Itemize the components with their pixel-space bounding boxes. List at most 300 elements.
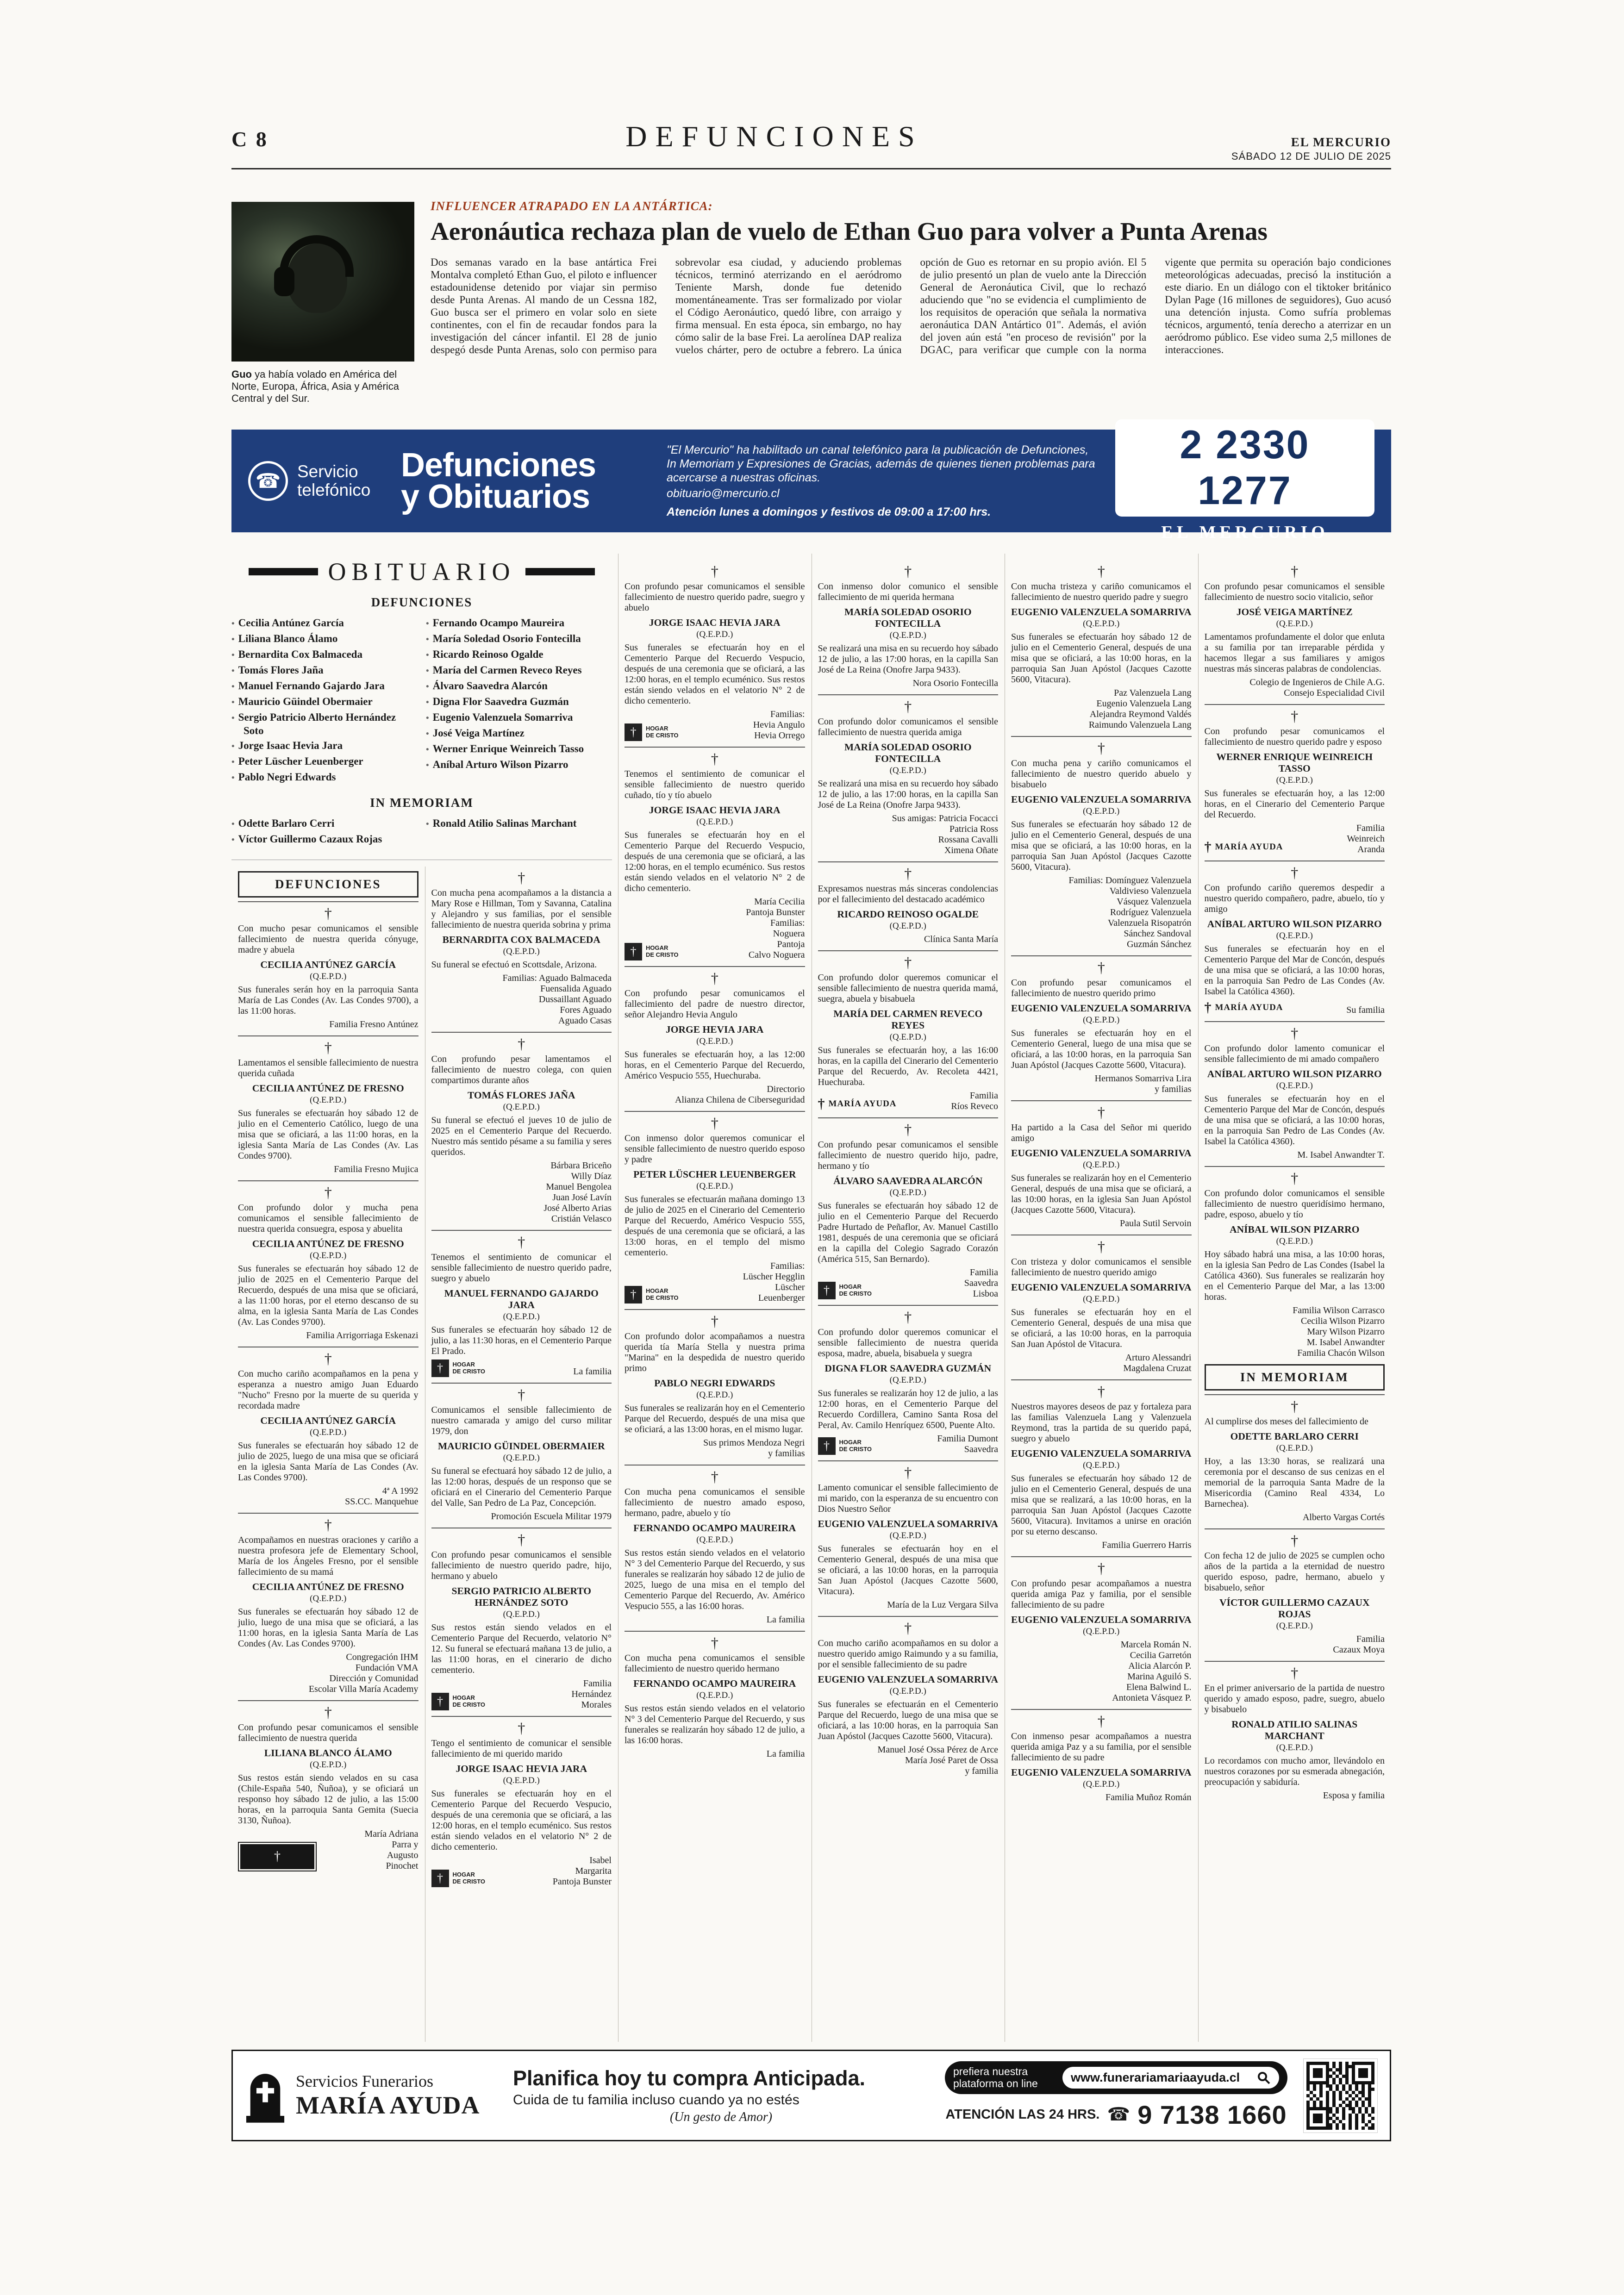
cross-logo-icon: † bbox=[625, 943, 642, 960]
qr-module bbox=[1316, 2091, 1319, 2094]
deceased-name: SERGIO PATRICIO ALBERTO HERNÁNDEZ SOTO bbox=[451, 1585, 591, 1608]
qr-module bbox=[1345, 2088, 1349, 2091]
notice-intro: Con mucha pena comunicamos el sensible fallecimiento de nuestro amado esposo, hermano, padre, abuelo y tío bbox=[625, 1487, 805, 1518]
signature-line: Magdalena Cruzat bbox=[1123, 1363, 1192, 1373]
qr-module bbox=[1326, 2127, 1329, 2130]
qepd-label: (Q.E.P.D.) bbox=[1083, 619, 1120, 629]
qr-module bbox=[1326, 2065, 1329, 2068]
qr-module bbox=[1342, 2117, 1345, 2120]
cross-icon: † bbox=[238, 901, 418, 921]
qr-module bbox=[1319, 2068, 1323, 2071]
signature-line: Lüscher bbox=[775, 1282, 805, 1292]
deceased-name: DIGNA FLOR SAAVEDRA GUZMÁN bbox=[824, 1363, 992, 1374]
signature-line: José Alberto Arias bbox=[543, 1203, 612, 1213]
qr-module bbox=[1306, 2097, 1310, 2101]
qr-module bbox=[1339, 2117, 1342, 2120]
obituary-notice bbox=[625, 1465, 805, 1625]
index-name: • Víctor Guillermo Cazaux Rojas bbox=[231, 833, 382, 845]
qr-module bbox=[1323, 2110, 1326, 2114]
qr-module bbox=[1310, 2081, 1313, 2084]
qr-module bbox=[1326, 2062, 1329, 2065]
notice-details: Sus funerales se efectuarán hoy, a las 12:00 horas, en el Cinerario del Cementerio Parque del Recuerdo. bbox=[1204, 788, 1385, 820]
deceased-name: MANUEL FERNANDO GAJARDO JARA bbox=[444, 1288, 599, 1310]
notice-signature bbox=[746, 897, 805, 960]
qr-module bbox=[1319, 2123, 1323, 2127]
qepd-label: (Q.E.P.D.) bbox=[889, 630, 926, 640]
qr-module bbox=[1310, 2075, 1313, 2078]
qr-module bbox=[1326, 2078, 1329, 2081]
qr-module bbox=[1332, 2127, 1336, 2130]
signature-line: Manuel Bengolea bbox=[546, 1182, 612, 1192]
qr-module bbox=[1358, 2114, 1362, 2117]
section-title: DEFUNCIONES bbox=[625, 120, 923, 153]
ad-phone-row bbox=[945, 2100, 1287, 2130]
obituaries-region bbox=[231, 554, 1391, 2042]
qr-module bbox=[1368, 2071, 1371, 2075]
caption-text: ya había volado en América del Norte, Europa, África, Asia y América Central y del Sur. bbox=[231, 368, 399, 404]
hogar-de-cristo-logo: † HOGAR DE CRISTO bbox=[431, 1870, 486, 1887]
banner-brand: EL MERCURIO bbox=[1161, 523, 1329, 542]
cross-icon: † bbox=[238, 1700, 418, 1720]
obituary-notice bbox=[1011, 955, 1192, 1095]
notice-intro: Lamentamos el sensible fallecimiento de nuestra querida cuñada bbox=[238, 1058, 418, 1079]
qr-module bbox=[1313, 2075, 1316, 2078]
bullet-icon: • bbox=[231, 682, 235, 692]
qepd-label: (Q.E.P.D.) bbox=[696, 1690, 733, 1700]
cross-icon: † bbox=[431, 1230, 612, 1249]
qr-module bbox=[1313, 2081, 1316, 2084]
notice-intro: Tenemos el sentimiento de comunicar el sensible fallecimiento de nuestro querido padre, suegro y abuelo bbox=[431, 1252, 612, 1284]
notice-details: Lamentamos profundamente el dolor que enluta a su familia por tan irreparable pérdida y hacemos llegar a sus familiares y amigos nuestras más sinceras palabras de condolencias. bbox=[1204, 632, 1385, 674]
qr-module bbox=[1355, 2084, 1358, 2088]
obituary-notice bbox=[431, 1032, 612, 1224]
article-kicker: INFLUENCER ATRAPADO EN LA ANTÁRTICA: bbox=[431, 199, 713, 213]
qr-module bbox=[1323, 2117, 1326, 2120]
signature-line: M. Isabel Anwandter bbox=[1306, 1337, 1385, 1347]
notice-details: Sus funerales se efectuarán hoy en el Cementerio Parque del Mar de Concón, después de una misa que se oficiará, a las 10:00 horas, en la parroquia San Pedro de Las Condes (Av. Isabel la Católica 4360). bbox=[1204, 1094, 1385, 1147]
qr-module bbox=[1310, 2097, 1313, 2101]
cross-icon: † bbox=[818, 1305, 999, 1324]
qr-module bbox=[1329, 2107, 1332, 2110]
qr-module bbox=[1365, 2068, 1368, 2071]
notice-intro: Con profundo pesar comunicamos el fallecimiento del padre de nuestro director, señor Alejandro Hevia Angulo bbox=[625, 988, 805, 1020]
qr-module bbox=[1358, 2097, 1362, 2101]
signature-line: Familia Wilson Carrasco bbox=[1293, 1305, 1385, 1316]
signature-line: Alicia Alarcón P. bbox=[1128, 1661, 1192, 1671]
notice-intro: Con profundo pesar comunicamos el fallecimiento de nuestro querido padre y esposo bbox=[1204, 726, 1385, 747]
cross-icon: † bbox=[431, 1528, 612, 1547]
cross-icon: † bbox=[818, 694, 999, 714]
qr-module bbox=[1342, 2123, 1345, 2127]
qr-module bbox=[1326, 2114, 1329, 2117]
hogar-de-cristo-logo: † HOGAR DE CRISTO bbox=[625, 943, 679, 960]
qr-module bbox=[1313, 2068, 1316, 2071]
signature-line: Guzmán Sánchez bbox=[1127, 939, 1192, 949]
cross-icon: † bbox=[625, 966, 805, 985]
qr-module bbox=[1352, 2101, 1355, 2104]
qr-module bbox=[1332, 2065, 1336, 2068]
qr-module bbox=[1329, 2097, 1332, 2101]
qr-module bbox=[1310, 2104, 1313, 2107]
qr-module bbox=[1306, 2081, 1310, 2084]
qr-module bbox=[1345, 2081, 1349, 2084]
qr-module bbox=[1339, 2127, 1342, 2130]
obituary-column-4 bbox=[812, 554, 1005, 2042]
bullet-icon: • bbox=[426, 761, 429, 770]
qr-module bbox=[1368, 2075, 1371, 2078]
qr-module bbox=[1342, 2062, 1345, 2065]
qr-module bbox=[1326, 2104, 1329, 2107]
deceased-name: ODETTE BARLARO CERRI bbox=[1230, 1431, 1359, 1442]
notice-intro: Con profundo dolor lamento comunicar el sensible fallecimiento de mi amado compañero bbox=[1204, 1043, 1385, 1064]
notice-intro: Con fecha 12 de julio de 2025 se cumplen ocho años de la partida a la eternidad de nuestro querido esposo, padre, hermano, abuelo y bisabuelo, señor bbox=[1204, 1551, 1385, 1593]
qr-module bbox=[1345, 2075, 1349, 2078]
cross-icon: † bbox=[1011, 1556, 1192, 1576]
qr-module bbox=[1355, 2088, 1358, 2091]
notice-details: Sus funerales se efectuarán hoy sábado 12 de julio en el Cementerio General, después de una misa que se oficiará, a las 10:00 horas, en la parroquia San Juan Apóstol (Jacques Cazotte 5600, Vitacura). bbox=[1011, 819, 1192, 872]
qr-module bbox=[1342, 2127, 1345, 2130]
qr-module bbox=[1355, 2097, 1358, 2101]
notice-details: Sus funerales se efectuarán hoy, a las 16:00 horas, en la capilla del Cinerario del Cementerio Parque del Recuerdo, Av. Recoleta 4421, Huechuraba. bbox=[818, 1045, 998, 1087]
notice-intro: Con profundo pesar lamentamos el fallecimiento de nuestro colega, con quien compartimos durante años bbox=[431, 1054, 612, 1085]
qr-module bbox=[1329, 2114, 1332, 2117]
signature-line: Familias: bbox=[770, 1261, 805, 1271]
qr-module bbox=[1365, 2117, 1368, 2120]
url-text: www.funerariamariaayuda.cl bbox=[1071, 2070, 1240, 2084]
qepd-label: (Q.E.P.D.) bbox=[1276, 1236, 1313, 1246]
notice-intro: Con profundo dolor comunicamos el sensible fallecimiento de nuestra querida amiga bbox=[818, 717, 998, 737]
signature-line: Familia bbox=[969, 1267, 998, 1278]
bullet-icon: • bbox=[426, 619, 429, 629]
in-memoriam-list-left bbox=[231, 815, 418, 848]
cross-logo-icon: † bbox=[818, 1437, 836, 1455]
qr-module bbox=[1313, 2065, 1316, 2068]
qr-module bbox=[1332, 2104, 1336, 2107]
qr-module bbox=[1368, 2084, 1371, 2088]
qr-module bbox=[1323, 2065, 1326, 2068]
qr-module bbox=[1323, 2107, 1326, 2110]
qr-module bbox=[1362, 2101, 1365, 2104]
qr-module bbox=[1342, 2091, 1345, 2094]
qr-module bbox=[1323, 2088, 1326, 2091]
qr-module bbox=[1349, 2071, 1352, 2075]
notice-signature bbox=[1102, 1540, 1191, 1551]
bullet-icon: • bbox=[426, 729, 429, 739]
qr-module bbox=[1349, 2075, 1352, 2078]
obituary-notice bbox=[431, 867, 612, 1026]
obituary-notice bbox=[1011, 736, 1192, 950]
obituary-service-banner bbox=[231, 423, 1391, 542]
qr-module bbox=[1323, 2068, 1326, 2071]
signature-line: La familia bbox=[766, 1749, 805, 1759]
signature-line: Escolar Villa María Academy bbox=[308, 1684, 418, 1694]
qr-module bbox=[1310, 2088, 1313, 2091]
bullet-icon: • bbox=[426, 819, 429, 829]
qr-module bbox=[1349, 2091, 1352, 2094]
qepd-label: (Q.E.P.D.) bbox=[1083, 1015, 1120, 1025]
qr-module bbox=[1339, 2068, 1342, 2071]
notice-intro: Con profundo pesar acompañamos a nuestra querida amiga Paz y familia, por el sensible fallecimiento de su padre bbox=[1011, 1578, 1192, 1610]
platform-label: prefiera nuestra plataforma on line bbox=[953, 2065, 1038, 2089]
obituary-notice bbox=[238, 1035, 418, 1175]
signature-line: Cazaux Moya bbox=[1333, 1645, 1385, 1655]
index-name: • Digna Flor Saavedra Guzmán bbox=[426, 696, 569, 707]
deceased-name: MAURICIO GÜINDEL OBERMAIER bbox=[437, 1441, 605, 1452]
hogar-de-cristo-logo: † HOGAR DE CRISTO bbox=[625, 1286, 679, 1303]
notice-intro: Con profundo cariño queremos despedir a nuestro querido compañero, padre, abuelo, tío y amigo bbox=[1204, 883, 1385, 914]
defunciones-index-lists bbox=[231, 614, 612, 786]
qr-module bbox=[1310, 2127, 1313, 2130]
header-rule bbox=[231, 168, 1391, 169]
signature-line: Pinochet bbox=[386, 1861, 418, 1871]
qr-module bbox=[1349, 2062, 1352, 2065]
qr-module bbox=[1345, 2091, 1349, 2094]
qr-module bbox=[1365, 2075, 1368, 2078]
qr-module bbox=[1362, 2088, 1365, 2091]
qr-module bbox=[1355, 2114, 1358, 2117]
index-name: • Cecilia Antúnez García bbox=[231, 617, 344, 629]
qr-module bbox=[1310, 2114, 1313, 2117]
notice-signature bbox=[329, 1019, 418, 1030]
qr-module bbox=[1352, 2075, 1355, 2078]
column-header-box: DEFUNCIONES bbox=[238, 871, 418, 898]
qr-module bbox=[1345, 2101, 1349, 2104]
qr-module bbox=[1362, 2120, 1365, 2123]
cross-icon: † bbox=[1205, 861, 1385, 880]
cross-icon: † bbox=[238, 1513, 418, 1532]
qr-module bbox=[1352, 2120, 1355, 2123]
obituary-notice bbox=[1205, 1528, 1385, 1655]
qr-module bbox=[1349, 2078, 1352, 2081]
bullet-icon: • bbox=[231, 742, 235, 751]
advertiser-tagline: Servicios Funerarios bbox=[296, 2072, 433, 2090]
qr-module bbox=[1316, 2088, 1319, 2091]
obituary-notice bbox=[1011, 1379, 1192, 1551]
qr-module bbox=[1306, 2071, 1310, 2075]
qr-module bbox=[1352, 2078, 1355, 2081]
qr-module bbox=[1313, 2101, 1316, 2104]
notice-signature bbox=[887, 1600, 998, 1610]
banner-title-top: Defunciones bbox=[401, 446, 596, 484]
qepd-label: (Q.E.P.D.) bbox=[1083, 1627, 1120, 1636]
qr-module bbox=[1310, 2071, 1313, 2075]
qr-module bbox=[1329, 2088, 1332, 2091]
notice-intro: Con profundo pesar comunicamos el fallecimiento de nuestro querido primo bbox=[1011, 978, 1192, 998]
notice-intro: Con profundo pesar comunicamos el sensible fallecimiento de nuestro querido padre, suegro y abuelo bbox=[625, 581, 805, 613]
qepd-label: (Q.E.P.D.) bbox=[503, 947, 540, 956]
cross-icon: † bbox=[518, 869, 525, 886]
qepd-label: (Q.E.P.D.) bbox=[1083, 1160, 1120, 1170]
qr-module bbox=[1336, 2071, 1339, 2075]
title-bar-right bbox=[525, 568, 595, 575]
notice-signature bbox=[543, 1160, 612, 1224]
cross-icon: † bbox=[1205, 704, 1385, 723]
qr-module bbox=[1329, 2065, 1332, 2068]
qr-module bbox=[1339, 2065, 1342, 2068]
qr-module bbox=[1326, 2097, 1329, 2101]
notice-intro: Tengo el sentimiento de comunicar el sensible fallecimiento de mi querido marido bbox=[431, 1738, 612, 1759]
deceased-name: ANÍBAL ARTURO WILSON PIZARRO bbox=[1207, 1068, 1382, 1079]
title-bar-left bbox=[249, 568, 318, 575]
notice-intro: Con tristeza y dolor comunicamos el sensible fallecimiento de nuestro querido amigo bbox=[1011, 1257, 1192, 1278]
qr-module bbox=[1339, 2078, 1342, 2081]
notice-signature bbox=[1112, 1640, 1191, 1703]
cross-icon: † bbox=[1205, 1394, 1385, 1414]
deceased-name: EUGENIO VALENZUELA SOMARRIVA bbox=[1011, 1767, 1192, 1778]
deceased-name: CECILIA ANTÚNEZ DE FRESNO bbox=[252, 1238, 404, 1249]
ad-contact-block bbox=[945, 2061, 1287, 2130]
qr-module bbox=[1368, 2068, 1371, 2071]
qr-module bbox=[1319, 2081, 1323, 2084]
signature-line: Aranda bbox=[1357, 844, 1385, 854]
deceased-name: BERNARDITA COX BALMACEDA bbox=[442, 934, 600, 945]
qr-module bbox=[1368, 2065, 1371, 2068]
notice-intro: Con profundo pesar comunicamos el sensible fallecimiento de nuestro querido padre, hijo, hermano y abuelo bbox=[431, 1550, 612, 1581]
notice-intro: Con mucho pesar comunicamos el sensible fallecimiento de nuestra querida cónyuge, madre y abuela bbox=[238, 923, 418, 955]
ad-message bbox=[513, 2066, 929, 2125]
qr-module bbox=[1336, 2107, 1339, 2110]
qr-module bbox=[1339, 2120, 1342, 2123]
qepd-label: (Q.E.P.D.) bbox=[889, 921, 926, 931]
qr-module bbox=[1345, 2078, 1349, 2081]
notice-intro: Acompañamos en nuestras oraciones y cariño a nuestra profesora jefe de Elementary School, María de los Ángeles Fresno, por el sensible fallecimiento de su mamá bbox=[238, 1535, 418, 1577]
index-name: • Liliana Blanco Álamo bbox=[231, 633, 338, 644]
notice-signature bbox=[1297, 1150, 1385, 1160]
headset-earcup-shape bbox=[274, 267, 294, 296]
qr-module bbox=[1371, 2097, 1374, 2101]
qepd-label: (Q.E.P.D.) bbox=[310, 1760, 347, 1770]
qr-module bbox=[1310, 2065, 1313, 2068]
signature-line: La familia bbox=[573, 1366, 612, 1377]
qr-module bbox=[1349, 2068, 1352, 2071]
qr-module bbox=[1345, 2117, 1349, 2120]
qr-module bbox=[1336, 2081, 1339, 2084]
qr-module bbox=[1306, 2075, 1310, 2078]
qr-module bbox=[1352, 2097, 1355, 2101]
cross-icon: † bbox=[1011, 1100, 1192, 1120]
signature-line: Paz Valenzuela Lang bbox=[1114, 688, 1192, 698]
qr-module bbox=[1362, 2114, 1365, 2117]
notice-details: Sus funerales se efectuarán en el Cementerio Parque del Recuerdo, luego de una misa que se oficiará, a las 10:00 horas, en la parroquia San Juan Apóstol (Jacques Cazotte 5600, Vitacura). bbox=[818, 1699, 998, 1741]
signature-line: y familia bbox=[965, 1766, 998, 1776]
ad-slogan: (Un gesto de Amor) bbox=[669, 2110, 773, 2124]
qr-module bbox=[1339, 2091, 1342, 2094]
cross-icon: † bbox=[431, 1716, 612, 1735]
qr-module bbox=[1365, 2107, 1368, 2110]
cross-icon: † bbox=[818, 950, 999, 970]
deceased-name: EUGENIO VALENZUELA SOMARRIVA bbox=[818, 1674, 998, 1685]
qr-module bbox=[1332, 2107, 1336, 2110]
qr-module bbox=[1306, 2110, 1310, 2114]
cross-icon: † bbox=[1097, 563, 1105, 580]
qr-module bbox=[1371, 2088, 1374, 2091]
signature-line: Familias: bbox=[770, 709, 805, 719]
qr-module bbox=[1332, 2091, 1336, 2094]
qr-module bbox=[1319, 2062, 1323, 2065]
signature-line: Fuensalida Aguado bbox=[540, 984, 612, 994]
qr-module bbox=[1345, 2094, 1349, 2097]
qr-module bbox=[1368, 2104, 1371, 2107]
qr-module bbox=[1313, 2084, 1316, 2088]
obituary-notice bbox=[431, 1528, 612, 1710]
qr-module bbox=[1329, 2127, 1332, 2130]
qr-module bbox=[1319, 2101, 1323, 2104]
notice-details: Sus funerales se efectuarán hoy, a las 12:00 horas, en el Cementerio Parque del Recuerdo, Américo Vespucio 555, Huechuraba. bbox=[625, 1049, 805, 1081]
notice-signature bbox=[1346, 1005, 1385, 1016]
qr-module bbox=[1352, 2104, 1355, 2107]
notice-signature bbox=[951, 1091, 998, 1112]
signature-line: Clínica Santa María bbox=[924, 934, 998, 944]
signature-line: Sánchez Sandoval bbox=[1124, 929, 1192, 939]
qepd-label: (Q.E.P.D.) bbox=[1083, 1294, 1120, 1304]
in-memoriam-list-right bbox=[426, 815, 612, 848]
qr-module bbox=[1326, 2075, 1329, 2078]
notice-details: Hoy, a las 13:30 horas, se realizará una ceremonia por el descanso de sus cenizas en el memorial de la parroquia Santa Madre de la Misericordia (Camino Real 4334, Lo Barnechea). bbox=[1204, 1456, 1385, 1509]
qr-module bbox=[1319, 2127, 1323, 2130]
deceased-name: EUGENIO VALENZUELA SOMARRIVA bbox=[818, 1518, 998, 1529]
qr-module bbox=[1371, 2123, 1374, 2127]
notice-details: Sus funerales se efectuarán hoy sábado 12 de julio, a las 11:30 horas, en el Cementerio Parque El Prado. bbox=[431, 1325, 612, 1356]
qr-module bbox=[1306, 2084, 1310, 2088]
obituary-notice bbox=[238, 1347, 418, 1507]
signature-line: Colegio de Ingenieros de Chile A.G. bbox=[1249, 677, 1385, 687]
tombstone-icon bbox=[245, 2068, 286, 2123]
signature-line: Alianza Chilena de Ciberseguridad bbox=[675, 1095, 805, 1105]
cross-logo-icon: † bbox=[431, 1870, 449, 1887]
qr-module bbox=[1339, 2107, 1342, 2110]
notice-intro: Expresamos nuestras más sinceras condolencias por el fallecimiento del destacado académico bbox=[818, 884, 998, 904]
qr-module bbox=[1371, 2091, 1374, 2094]
obituary-notice bbox=[238, 1700, 418, 1871]
cross-logo-icon: † bbox=[818, 1282, 836, 1299]
obituary-notice bbox=[625, 560, 805, 741]
qr-module bbox=[1362, 2107, 1365, 2110]
qr-code bbox=[1303, 2058, 1378, 2133]
qr-module bbox=[1310, 2062, 1313, 2065]
obituary-notice bbox=[818, 950, 999, 1112]
cross-icon: † bbox=[1011, 955, 1192, 975]
notice-details: Su funeral se efectuó en Scottsdale, Arizona. bbox=[431, 960, 597, 970]
qr-module bbox=[1342, 2075, 1345, 2078]
obituary-notice bbox=[431, 1383, 612, 1522]
qr-module bbox=[1339, 2104, 1342, 2107]
notice-intro: Con profundo dolor y mucha pena comunicamos el sensible fallecimiento de nuestra querida consuegra, esposa y abuelita bbox=[238, 1203, 418, 1234]
qr-module bbox=[1352, 2071, 1355, 2075]
notice-details: Sus funerales se efectuarán hoy en el Cementerio General, después de una misa que se oficiará, a las 10:00 horas, en la parroquia San Juan Apóstol (Jacques Cazotte 5600, Vitacura). bbox=[818, 1544, 998, 1597]
qr-module bbox=[1323, 2123, 1326, 2127]
qr-module bbox=[1371, 2117, 1374, 2120]
page-number: C 8 bbox=[231, 127, 269, 151]
signature-line: Congregación IHM bbox=[346, 1652, 418, 1662]
qr-module bbox=[1339, 2101, 1342, 2104]
cross-icon: † bbox=[238, 1347, 418, 1366]
deceased-name: PETER LÜSCHER LEUENBERGER bbox=[633, 1169, 796, 1180]
qr-module bbox=[1362, 2068, 1365, 2071]
cross-icon: † bbox=[625, 1631, 805, 1650]
notice-details: Sus funerales se realizarán hoy en el Cementerio Parque del Recuerdo, después de una misa que se oficiará, a las 13:00 horas, en el mismo lugar. bbox=[625, 1403, 805, 1434]
deceased-name: EUGENIO VALENZUELA SOMARRIVA bbox=[1011, 1448, 1192, 1459]
bullet-icon: • bbox=[231, 819, 235, 829]
qr-module bbox=[1319, 2117, 1323, 2120]
notice-details: Su funeral se efectuará hoy sábado 12 de julio, a las 12:00 horas, después de un responso que se oficiará en el Cinerario del Cementerio Parque del Valle, San Pedro de La Paz, Concepción. bbox=[431, 1466, 612, 1508]
qr-module bbox=[1342, 2097, 1345, 2101]
signature-line: Pantoja Bunster bbox=[746, 907, 805, 917]
qr-module bbox=[1310, 2120, 1313, 2123]
qr-module bbox=[1323, 2062, 1326, 2065]
cross-icon: † bbox=[1205, 1166, 1385, 1185]
signature-line: Valdivieso Valenzuela bbox=[1109, 886, 1192, 896]
deceased-name: CECILIA ANTÚNEZ GARCÍA bbox=[260, 959, 396, 970]
